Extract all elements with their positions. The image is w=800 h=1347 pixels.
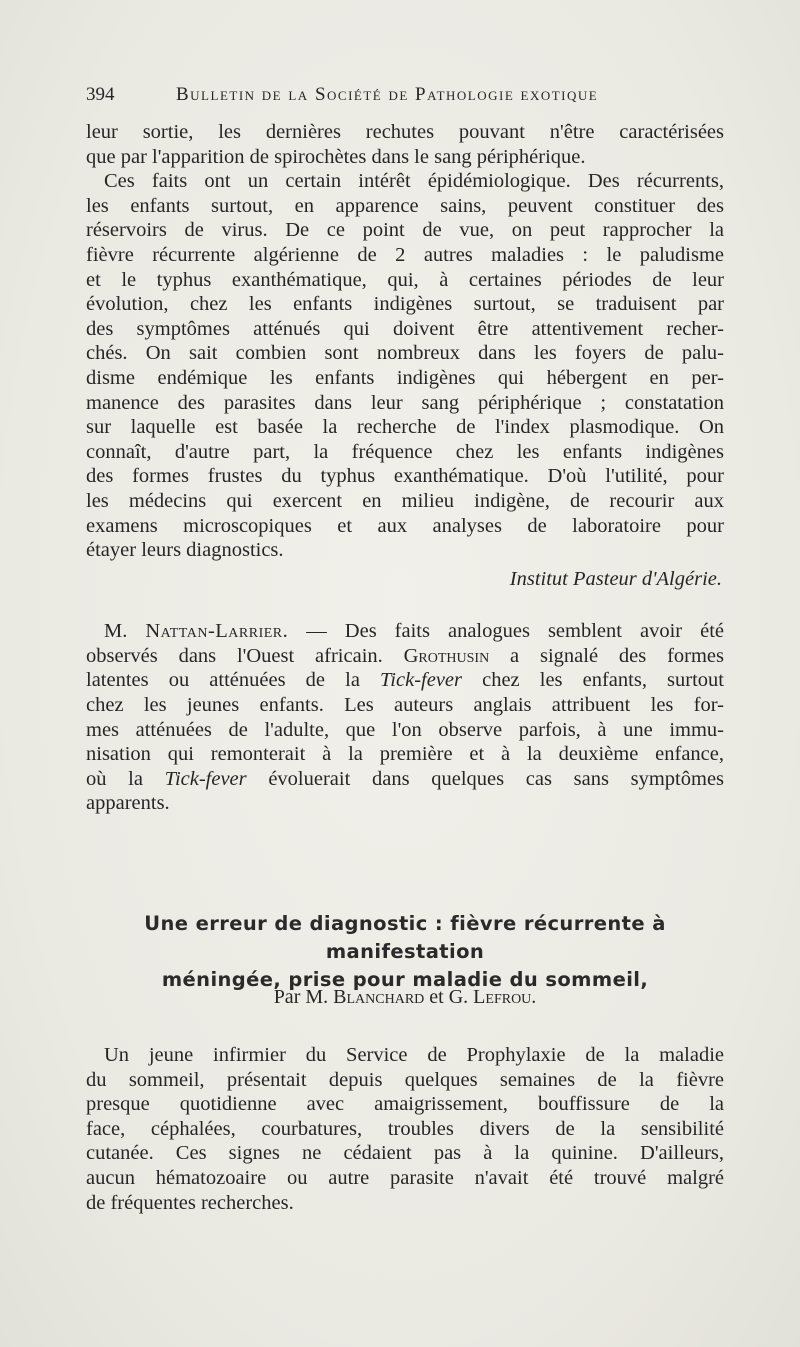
author-name: Lefrou. bbox=[473, 986, 537, 1008]
text-line: des formes frustes du typhus exanthématique. D'où l'utilité, pour bbox=[86, 465, 724, 488]
text-line: chés. On sait combien sont nombreux dans les foyers de palu- bbox=[86, 342, 724, 365]
text-line: Ces faits ont un certain intérêt épidémiologique. Des récurrents, bbox=[104, 170, 724, 193]
cited-author: Grothusin bbox=[403, 644, 490, 667]
page-number: 394 bbox=[86, 84, 115, 105]
text-line: leur sortie, les dernières rechutes pouvant n'être caractérisées bbox=[86, 121, 724, 143]
author-prefix: G. bbox=[448, 986, 469, 1008]
text-line: mes atténuées de l'adulte, que l'on observe parfois, à une immu- bbox=[86, 718, 724, 741]
conjunction: et bbox=[429, 986, 444, 1008]
text-line: apparents. bbox=[86, 792, 170, 815]
text-fragment: où la bbox=[86, 767, 143, 790]
text-line: des symptômes atténués qui doivent être attentivement recher- bbox=[86, 317, 724, 340]
text-line: manence des parasites dans leur sang périphérique ; constatation bbox=[86, 391, 724, 414]
text-line: étayer leurs diagnostics. bbox=[86, 539, 284, 562]
text-line: nisation qui remonterait à la première et à la deuxième enfance, bbox=[86, 743, 724, 766]
term-tick-fever: Tick-fever bbox=[164, 767, 247, 790]
text-line: sur laquelle est basée la recherche de l'index plasmodique. On bbox=[86, 416, 724, 439]
journal-title: Bulletin de la Société de Pathologie exotique bbox=[176, 84, 599, 105]
by-label: Par bbox=[273, 986, 301, 1008]
text-line bbox=[86, 644, 724, 669]
text-fragment: observés dans l'Ouest africain. bbox=[86, 644, 383, 667]
section-2-body bbox=[86, 1043, 724, 1215]
text-line: réservoirs de virus. De ce point de vue, on peut rapprocher la bbox=[86, 219, 724, 242]
text-line: chez les jeunes enfants. Les auteurs anglais attribuent les for- bbox=[86, 694, 724, 717]
text-line: les médecins qui exercent en milieu indigène, de recourir aux bbox=[86, 489, 724, 512]
text-fragment: évoluerait dans quelques cas sans symptômes bbox=[268, 767, 725, 790]
text-line: cutanée. Ces signes ne cédaient pas à la quinine. D'ailleurs, bbox=[86, 1142, 724, 1165]
speaker-name: Nattan-Larrier. bbox=[145, 620, 289, 643]
text-line: presque quotidienne avec amaigrissement, bouffissure de la bbox=[86, 1093, 724, 1116]
text-line: du sommeil, présentait depuis quelques semaines de la fièvre bbox=[86, 1068, 724, 1091]
term-tick-fever: Tick-fever bbox=[380, 669, 462, 692]
text-line bbox=[86, 767, 724, 792]
text-fragment: — Des faits analogues semblent avoir été bbox=[306, 620, 725, 643]
text-line: examens microscopiques et aux analyses de laboratoire pour bbox=[86, 514, 724, 537]
section-1-body bbox=[86, 120, 724, 816]
speaker-prefix: M. bbox=[104, 620, 128, 643]
paragraph-case-report bbox=[86, 1043, 724, 1215]
text-line: et le typhus exanthématique, qui, à certaines périodes de leur bbox=[86, 268, 724, 291]
text-line: face, céphalées, courbatures, troubles divers de la sensibilité bbox=[86, 1117, 724, 1140]
article-authors bbox=[86, 985, 724, 1009]
text-fragment: chez les enfants, surtout bbox=[482, 669, 724, 692]
author-name: Blanchard bbox=[333, 986, 425, 1008]
paragraph-epidemiology bbox=[86, 169, 724, 563]
text-line: connaît, d'autre part, la fréquence chez les enfants indigènes bbox=[86, 440, 724, 463]
text-fragment: a signalé des formes bbox=[510, 644, 724, 667]
paragraph-continuation bbox=[86, 120, 724, 169]
institution-signature: Institut Pasteur d'Algérie. bbox=[509, 567, 722, 590]
text-fragment: latentes ou atténuées de la bbox=[86, 669, 360, 692]
text-line: les enfants surtout, en apparence sains, peuvent constituer des bbox=[86, 194, 724, 217]
text-line: de fréquentes recherches. bbox=[86, 1191, 294, 1214]
text-line bbox=[86, 668, 724, 693]
discussion-paragraph bbox=[86, 619, 724, 816]
text-line: que par l'apparition de spirochètes dans le sang périphérique. bbox=[86, 145, 586, 168]
text-line: fièvre récurrente algérienne de 2 autres maladies : le paludisme bbox=[86, 243, 724, 266]
author-prefix: M. bbox=[305, 986, 329, 1008]
running-header bbox=[86, 84, 724, 106]
text-line: disme endémique les enfants indigènes qui hébergent en per- bbox=[86, 366, 724, 389]
text-line: aucun hématozoaire ou autre parasite n'avait été trouvé malgré bbox=[86, 1166, 724, 1189]
article-title-line: Une erreur de diagnostic : fièvre récurrente à manifestation bbox=[144, 912, 666, 963]
article-title-line: méningée, prise pour maladie du sommeil, bbox=[161, 968, 649, 991]
text-line: évolution, chez les enfants indigènes surtout, se traduisent par bbox=[86, 293, 724, 316]
text-line bbox=[86, 619, 724, 644]
text-line: Un jeune infirmier du Service de Prophylaxie de la maladie bbox=[104, 1044, 724, 1066]
article-title bbox=[86, 910, 724, 994]
